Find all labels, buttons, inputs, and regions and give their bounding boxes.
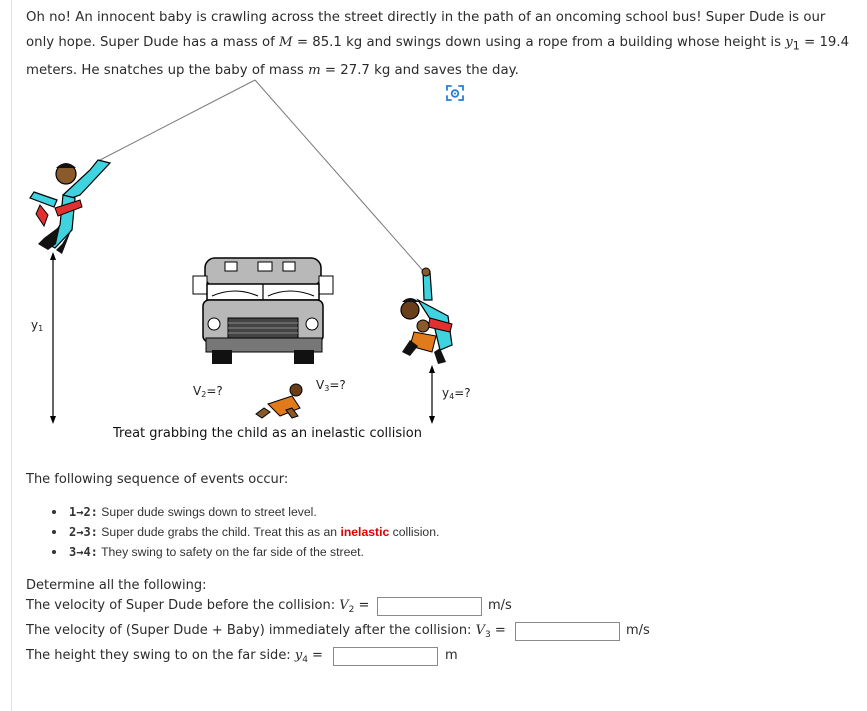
question-v2: The velocity of Super Dude before the collision: $V_2$ = [26,598,370,615]
y4-unit: m [445,648,458,663]
height-subscript: 1 [792,39,800,53]
school-bus [193,258,333,364]
super-dude-with-baby [401,268,452,364]
inelastic-highlight: inelastic [340,525,390,539]
v2-answer-input[interactable] [377,597,482,616]
v3-label: $V_3=$? [316,378,346,393]
intro-text-4: = 27.7 kg and saves the day. [320,62,519,78]
event-item: 2→3: Super dude grabs the child. Treat this as an inelastic collision. [52,522,439,542]
event-item: 1→2: Super dude swings down to street level. [52,502,439,522]
y1-label: $y_1$ [31,318,44,333]
y4-answer-input[interactable] [333,647,438,666]
super-dude-left [30,160,110,254]
rope-right [255,80,425,273]
figure-caption: Treat grabbing the child as an inelastic collision [113,426,422,441]
v3-unit: m/s [626,623,650,638]
v2-unit: m/s [488,598,512,613]
rope-left [100,80,255,160]
intro-text-2: = 85.1 kg and swings down using a rope from a building whose height is [292,34,786,50]
question-v3: The velocity of (Super Dude + Baby) immediately after the collision: $V_3$ = [26,623,506,640]
sequence-title: The following sequence of events occur: [26,472,289,487]
height-symbol: y [785,34,793,50]
mass-symbol: M [279,34,293,50]
v3-answer-input[interactable] [515,622,620,641]
baby-crawling [256,384,302,418]
intro-text-3: = 19.4 meters. He snatches up the baby of mass [26,34,850,78]
event-item: 3→4: They swing to safety on the far side of the street. [52,542,439,562]
event-list [52,502,439,562]
questions-title: Determine all the following: [26,578,207,593]
intro-text-1: Oh no! An innocent baby is crawling across the street directly in the path of an oncoming school bus! Super Dude is our only hope. Super Dude has a mass of [26,10,826,50]
question-y4: The height they swing to on the far side: $y_4$ = [26,648,323,665]
y4-label: $y_4=$? [442,386,471,401]
baby-mass-symbol: m [308,62,321,78]
v2-label: $V_2=$? [193,384,223,399]
